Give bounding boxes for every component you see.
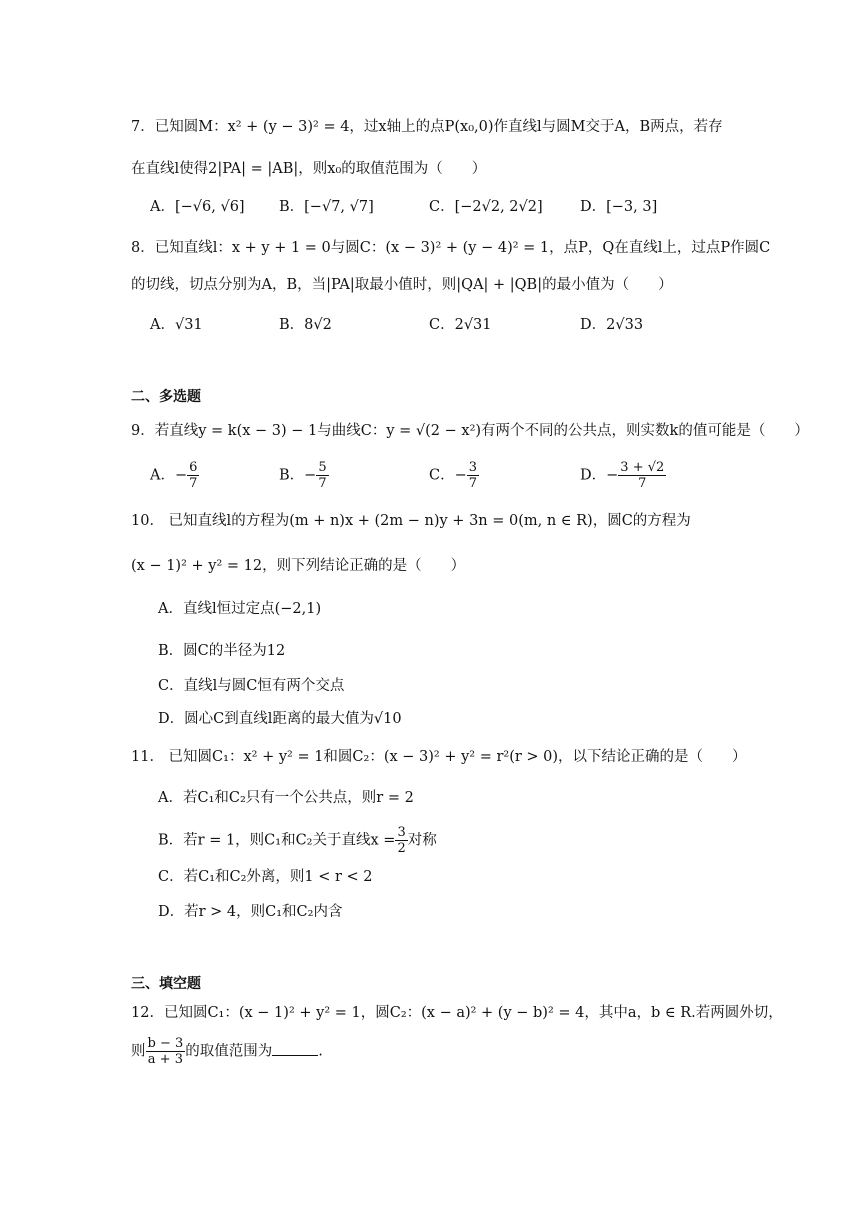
q9-option-c-fraction bbox=[467, 460, 479, 491]
q9-option-c-numerator: 3 bbox=[468, 460, 478, 475]
q7-option-d: D．[−3, 3] bbox=[580, 199, 658, 215]
q11-option-a: A．若C₁和C₂只有一个公共点，则r = 2 bbox=[158, 790, 414, 806]
q7-option-b: B．[−√7, √7] bbox=[279, 199, 374, 215]
q8-option-c: C．2√31 bbox=[429, 317, 492, 333]
q12-denominator: a + 3 bbox=[147, 1052, 183, 1067]
q9-option-a-denominator: 7 bbox=[189, 476, 198, 491]
q8-line2: 的切线，切点分别为A，B，当|PA|取最小值时，则|QA| + |QB|的最小值为（ ） bbox=[131, 277, 673, 293]
q10-option-b: B．圆C的半径为12 bbox=[158, 643, 286, 659]
q9-option-d-denominator: 7 bbox=[638, 476, 647, 491]
section-title-fill-in: 三、填空题 bbox=[131, 976, 201, 992]
q9-option-b-fraction bbox=[316, 460, 328, 491]
q9-option-b bbox=[279, 460, 329, 491]
q9-option-a-numerator: 6 bbox=[189, 460, 198, 475]
q11-option-b bbox=[158, 825, 437, 856]
q12-prefix: 则 bbox=[131, 1043, 146, 1060]
q10-option-c: C．直线l与圆C恒有两个交点 bbox=[158, 678, 345, 694]
q9-option-c bbox=[429, 460, 479, 491]
q9-option-d-label: D． bbox=[580, 467, 607, 484]
q12-numerator: b − 3 bbox=[147, 1036, 184, 1051]
q9-option-d-sign: − bbox=[606, 467, 619, 484]
q8-option-b: B．8√2 bbox=[279, 317, 332, 333]
q10-line2: (x − 1)² + y² = 12，则下列结论正确的是（ ） bbox=[131, 558, 466, 574]
q11-option-c: C．若C₁和C₂外离，则1 < r < 2 bbox=[158, 869, 373, 885]
q7-option-a: A．[−√6, √6] bbox=[150, 199, 245, 215]
q9-option-a-sign: − bbox=[174, 467, 188, 484]
q12-suffix: 的取值范围为 bbox=[185, 1043, 273, 1060]
q12-line1: 12．已知圆C₁：(x − 1)² + y² = 1，圆C₂：(x − a)² + (y − b)² = 4，其中a，b ∈ R.若两圆外切， bbox=[131, 1005, 783, 1021]
q9-option-b-sign: − bbox=[304, 467, 317, 484]
q10-option-a: A．直线l恒过定点(−2,1) bbox=[158, 601, 322, 617]
q11-option-b-fraction bbox=[395, 825, 407, 856]
q11-line1: 11． 已知圆C₁：x² + y² = 1和圆C₂：(x − 3)² + y² = r²(r > 0)，以下结论正确的是（ ） bbox=[131, 749, 747, 765]
q11-option-b-denominator: 2 bbox=[397, 841, 406, 856]
q12-answer-blank[interactable] bbox=[272, 1041, 318, 1056]
q8-option-a: A．√31 bbox=[150, 317, 203, 333]
q9-option-a-label: A． bbox=[150, 467, 175, 484]
q9-option-b-label: B． bbox=[279, 467, 305, 484]
q8-option-d: D．2√33 bbox=[580, 317, 644, 333]
q12-period: . bbox=[318, 1043, 323, 1060]
q9-option-b-numerator: 5 bbox=[318, 460, 327, 475]
q11-option-b-text: B．若r = 1，则C₁和C₂关于直线x = bbox=[158, 832, 396, 849]
q9-option-b-denominator: 7 bbox=[318, 476, 327, 491]
q9-option-d-fraction bbox=[618, 460, 666, 491]
q12-fraction bbox=[146, 1036, 186, 1067]
q8-line1: 8．已知直线l：x + y + 1 = 0与圆C：(x − 3)² + (y − 4)² = 1，点P，Q在直线l上，过点P作圆C bbox=[131, 240, 771, 256]
q12-line2 bbox=[131, 1036, 731, 1067]
q9-line1: 9．若直线y = k(x − 3) − 1与曲线C：y = √(2 − x²)有两个不同的公共点，则实数k的值可能是（ ） bbox=[131, 423, 809, 439]
q11-option-b-suffix: 对称 bbox=[407, 832, 437, 849]
q9-option-a bbox=[150, 460, 199, 491]
q11-option-b-numerator: 3 bbox=[397, 825, 406, 840]
q7-option-c: C．[−2√2, 2√2] bbox=[429, 199, 543, 215]
q9-option-a-fraction bbox=[187, 460, 199, 491]
q10-option-d: D．圆心C到直线l距离的最大值为√10 bbox=[158, 711, 402, 727]
q9-option-c-sign: − bbox=[454, 467, 467, 484]
section-title-multiple-choice: 二、多选题 bbox=[131, 389, 201, 405]
q9-option-d-numerator: 3 + √2 bbox=[620, 460, 665, 475]
q9-option-d bbox=[580, 460, 666, 491]
q9-option-c-label: C． bbox=[429, 467, 455, 484]
q7-line1: 7．已知圆M：x² + (y − 3)² = 4，过x轴上的点P(x₀,0)作直线l与圆M交于A，B两点，若存 bbox=[131, 119, 723, 135]
q7-line2: 在直线l使得2|PA| = |AB|，则x₀的取值范围为（ ） bbox=[131, 161, 487, 177]
q9-option-c-denominator: 7 bbox=[468, 476, 478, 491]
q11-option-d: D．若r > 4，则C₁和C₂内含 bbox=[158, 904, 343, 920]
q10-line1: 10． 已知直线l的方程为(m + n)x + (2m − n)y + 3n = 0(m, n ∈ R)，圆C的方程为 bbox=[131, 513, 691, 529]
